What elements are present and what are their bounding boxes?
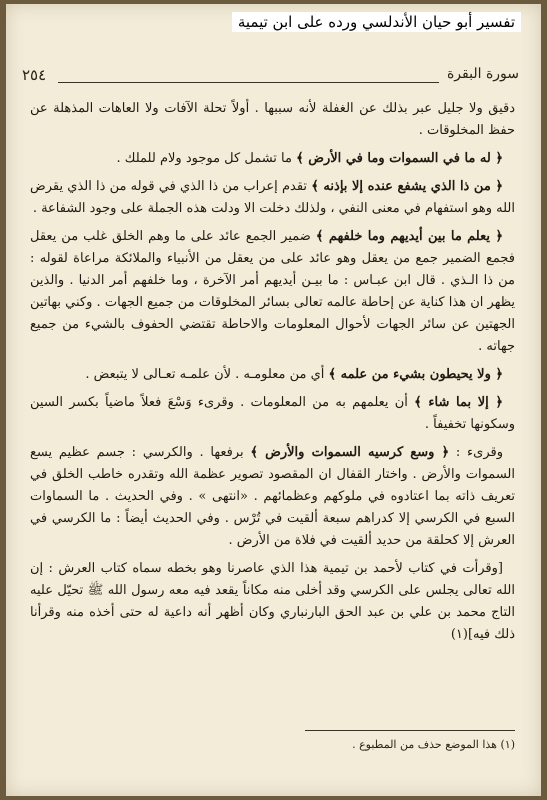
commentary-text: (١) bbox=[450, 627, 468, 642]
commentary-text: دقيق ولا جليل عبر بذلك عن الغفلة لأنه سببها . أولاً تحلة الآفات ولا العاهات المذهلة عن حفظ المخلوقات . bbox=[30, 101, 515, 138]
commentary-text: ضمير الجمع عائد على ما وهم الخلق غلب من يعقل فجمع الضمير جمع من يعقل وهو عائد على من يعقل من الأنبياء والملائكة مراعاة لقوله : من ذا الـذي . قال ابن عبـاس : ما بيـن أيديهم أمر الآخرة ، وما خلفهم أمر الدنيا . والذين يظهر ان هذا كناية عن إحاطة عالمه تعالى بسائر المخلوقات من جميع الجهات . وكني بهاتين الجهتين عن سائر الجهات لأحوال المعلومات والاحاطة تقتضي الحفوف بالشيء من جميع جهاته . bbox=[30, 229, 515, 354]
commentary-text: أن يعلمهم به من المعلومات . وقرىء وَسْعَ فعلاً ماضياً بكسر السين وسكونها تخفيفاً . bbox=[30, 395, 515, 432]
commentary-text: برفعها . والكرسي : جسم عظيم يسع السموات والأرض . واختار القفال ان المقصود تصوير عظمة الله وتقدره خاطب الخلق في تعريف ذاته بما اعتادوه في ملوكهم وعظمائهم . «انتهى » . وفي الحديث . ما السماوات السبع في الكرسي إلا كدراهم سبعة ألقيت في تُرْس . وفي الحديث أيضاً : ما الكرسي في العرش إلا كحلقة من حديد ألقيت في فلاة من الأرض . bbox=[30, 445, 515, 548]
quran-verse: ﴿ له ما في السموات وما في الأرض ﴾ bbox=[296, 151, 503, 166]
paragraph-p1 bbox=[30, 98, 515, 142]
quran-verse: ﴿ ولا يحيطون بشيء من علمه ﴾ bbox=[328, 367, 503, 382]
overlay-label: تفسير أبو حيان الأندلسي ورده على ابن تيمية bbox=[232, 12, 521, 32]
commentary-text: وقرىء : bbox=[449, 445, 503, 460]
quran-verse: ﴿ يعلم ما بين أيديهم وما خلفهم ﴾ bbox=[315, 229, 503, 244]
quran-verse: ﴿ إلا بما شاء ﴾ bbox=[414, 395, 503, 410]
paragraph-p3 bbox=[30, 176, 515, 220]
quran-verse: ﴿ وسع كرسيه السموات والأرض ﴾ bbox=[250, 445, 450, 460]
commentary-text: ما تشمل كل موجود ولام للملك . bbox=[116, 151, 297, 166]
commentary-text: أي من معلومـه . لأن علمـه تعـالى لا يتبعض . bbox=[85, 367, 329, 382]
main-text bbox=[30, 98, 515, 652]
quran-verse: ﴿ من ذا الذي يشفع عنده إلا بإذنه ﴾ bbox=[311, 179, 503, 194]
surah-title: سورة البقرة bbox=[446, 66, 519, 82]
page-header bbox=[22, 66, 519, 88]
commentary-text: [وقرأت في كتاب لأحمد بن تيمية هذا الذي عاصرنا وهو بخطه سماه كتاب العرش : إن الله تعالى يجلس على الكرسي وقد أخلى منه مكاناً يقعد فيه معه رسول الله ﷺ تحيّل عليه التاج محمد بن علي بن عبد الحق البارنباري وكان أظهر أنه داعية له حتى أخذه منه وقرأنا ذلك فيه] bbox=[30, 561, 515, 642]
book-page bbox=[6, 4, 541, 796]
paragraph-p7 bbox=[30, 442, 515, 552]
commentary-text: تقدم إعراب من ذا الذي في قوله من ذا الذي يقرض الله وهو استفهام في معنى النفي ، ولذلك دخلت الا ودلت هذه الجملة على وجود الشفاعة . bbox=[30, 179, 515, 216]
page-number: ٢٥٤ bbox=[22, 66, 47, 84]
paragraph-p2 bbox=[30, 148, 515, 170]
footnote: (١) هذا الموضع حذف من المطبوع . bbox=[352, 738, 515, 751]
footnote-rule bbox=[305, 730, 515, 731]
paragraph-p5 bbox=[30, 364, 515, 386]
header-rule bbox=[58, 82, 439, 83]
paragraph-p4 bbox=[30, 226, 515, 358]
paragraph-p6 bbox=[30, 392, 515, 436]
paragraph-p8 bbox=[30, 558, 515, 646]
